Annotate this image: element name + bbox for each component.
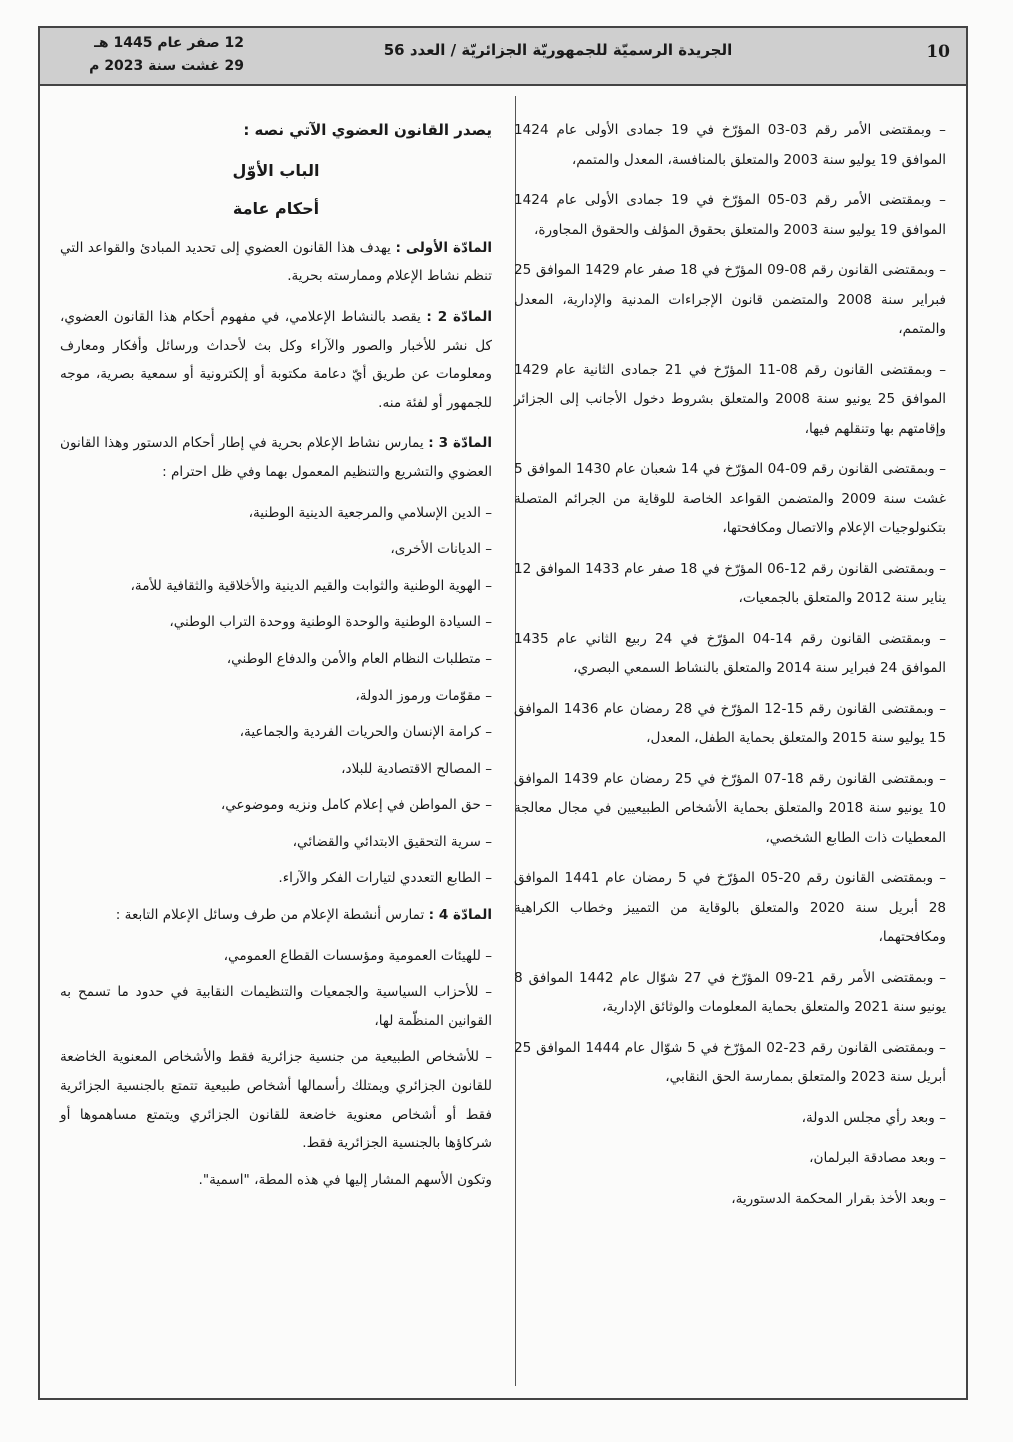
- article-label: المادّة 2 :: [426, 308, 492, 325]
- article-text: يهدف هذا القانون العضوي إلى تحديد المبادئ والقواعد التي تنظم نشاط الإعلام وممارسته بحرية.: [60, 239, 492, 285]
- closing-paragraph: وتكون الأسهم المشار إليها في هذه المطة، "اسمية".: [198, 1171, 492, 1188]
- list-item: – الديانات الأخرى،: [390, 541, 492, 558]
- right-column: [514, 116, 946, 1225]
- preamble-paragraph: – وبمقتضى الأمر رقم 03-03 المؤرّخ في 19 جمادى الأولى عام 1424 الموافق 19 يوليو سنة 2003 والمتعلق بالمنافسة، المعدل والمتمم،: [514, 122, 946, 168]
- gazette-title: الجريدة الرسميّة للجمهوريّة الجزائريّة / العدد 56: [383, 41, 733, 59]
- chapter-title: أحكام عامة: [232, 199, 320, 219]
- article-text: يقصد بالنشاط الإعلامي، في مفهوم أحكام هذا القانون العضوي، كل نشر للأخبار والصور والآراء وكل بث لأحداث ورسائل وأفكار ومعارف ومعلومات عن طريق أيّ دعامة مكتوبة أو إلكترونية أو سمعية بصرية، موجه للجمهور أو لفئة منه.: [60, 308, 492, 411]
- preamble-paragraph: – وبمقتضى القانون رقم 08-11 المؤرّخ في 21 جمادى الثانية عام 1429 الموافق 25 يونيو سنة 2008 والمتعلق بشروط دخول الأجانب إلى الجزائر وإقامتهم بها وتنقلهم فيها،: [514, 361, 946, 437]
- list-item: – الطابع التعددي لتيارات الفكر والآراء.: [278, 870, 492, 887]
- article-2: [60, 303, 492, 417]
- preamble-paragraph: – وبعد رأي مجلس الدولة،: [801, 1109, 946, 1126]
- list-item: – متطلبات النظام العام والأمن والدفاع الوطني،: [226, 650, 492, 667]
- list-item: – للهيئات العمومية ومؤسسات القطاع العمومي،: [223, 947, 492, 964]
- preamble-paragraph: – وبمقتضى القانون رقم 12-06 المؤرّخ في 18 صفر عام 1433 الموافق 12 يناير سنة 2012 والمتعلق بالجمعيات،: [514, 560, 946, 606]
- preamble-paragraph: – وبمقتضى القانون رقم 08-09 المؤرّخ في 18 صفر عام 1429 الموافق 25 فبراير سنة 2008 والمتضمن قانون الإجراءات المدنية والإدارية، المعدل والمتمم،: [514, 262, 946, 337]
- preamble-paragraph: – وبمقتضى القانون رقم 23-02 المؤرّخ في 5 شوّال عام 1444 الموافق 25 أبريل سنة 2023 والمتعلق بممارسة الحق النقابي،: [514, 1039, 946, 1085]
- page-frame: [38, 26, 968, 1400]
- preamble-paragraph: – وبعد الأخذ بقرار المحكمة الدستورية،: [731, 1190, 946, 1207]
- preamble-paragraph: – وبمقتضى القانون رقم 09-04 المؤرّخ في 14 شعبان عام 1430 الموافق 5 غشت سنة 2009 والمتضمن القواعد الخاصة للوقاية من الجرائم المتصلة بتكنولوجيات الإعلام والاتصال ومكافحتها،: [514, 461, 947, 536]
- chapter-heading: الباب الأوّل: [232, 160, 320, 180]
- article-text: يمارس نشاط الإعلام بحرية في إطار أحكام الدستور وهذا القانون العضوي والتشريع والتنظيم المعمول بهما وفي ظل احترام :: [60, 435, 492, 480]
- preamble-paragraph: – وبمقتضى القانون رقم 18-07 المؤرّخ في 25 رمضان عام 1439 الموافق 10 يونيو سنة 2018 والمتعلق بحماية الأشخاص الطبيعيين في مجال معالجة المعطيات ذات الطابع الشخصي،: [514, 770, 946, 846]
- preamble-paragraph: – وبعد مصادقة البرلمان،: [809, 1150, 946, 1166]
- list-item: – الهوية الوطنية والثوابت والقيم الدينية والأخلاقية والثقافية للأمة،: [130, 577, 492, 594]
- gazette-header: [40, 28, 966, 86]
- preamble-paragraph: – وبمقتضى القانون رقم 20-05 المؤرّخ في 5 رمضان عام 1441 الموافق 28 أبريل سنة 2020 والمتعلق بالوقاية من التمييز وخطاب الكراهية ومكافحتهما،: [514, 870, 946, 945]
- issue-date: [54, 32, 244, 78]
- article-label: المادّة 3 :: [428, 435, 493, 452]
- date-hijri: 12 صفر عام 1445 هـ: [94, 35, 244, 51]
- preamble-paragraph: – وبمقتضى الأمر رقم 03-05 المؤرّخ في 19 جمادى الأولى عام 1424 الموافق 19 يوليو سنة 2003 والمتعلق بحقوق المؤلف والحقوق المجاورة،: [514, 192, 946, 238]
- article-text: تمارس أنشطة الإعلام من طرف وسائل الإعلام التابعة :: [115, 907, 425, 924]
- list-item: – للأحزاب السياسية والجمعيات والتنظيمات النقابية في حدود ما تسمح به القوانين المنظّمة لها،: [60, 984, 492, 1029]
- enactment-intro: يصدر القانون العضوي الآتي نصه :: [243, 121, 492, 139]
- article-label: المادّة 4 :: [428, 907, 492, 924]
- list-item: – مقوّمات ورموز الدولة،: [355, 687, 492, 704]
- left-column: [60, 116, 492, 1206]
- page-number: 10: [926, 42, 950, 62]
- list-item: – كرامة الإنسان والحريات الفردية والجماعية،: [239, 724, 492, 741]
- preamble-paragraph: – وبمقتضى الأمر رقم 21-09 المؤرّخ في 27 شوّال عام 1442 الموافق 8 يونيو سنة 2021 والمتعلق بحماية المعلومات والوثائق الإدارية،: [514, 969, 946, 1015]
- article-3: [60, 429, 492, 486]
- preamble-paragraph: – وبمقتضى القانون رقم 14-04 المؤرّخ في 24 ربيع الثاني عام 1435 الموافق 24 فبراير سنة 2014 والمتعلق بالنشاط السمعي البصري،: [514, 630, 946, 676]
- preamble-paragraph: – وبمقتضى القانون رقم 15-12 المؤرّخ في 28 رمضان عام 1436 الموافق 15 يوليو سنة 2015 والمتعلق بحماية الطفل، المعدل،: [514, 700, 946, 746]
- list-item: – المصالح الاقتصادية للبلاد،: [341, 760, 492, 777]
- date-gregorian: 29 غشت سنة 2023 م: [89, 58, 244, 74]
- list-item: – السيادة الوطنية والوحدة الوطنية ووحدة التراب الوطني،: [169, 614, 492, 631]
- article-1: [60, 234, 492, 291]
- list-item: – للأشخاص الطبيعية من جنسية جزائرية فقط والأشخاص المعنوية الخاضعة للقانون الجزائري ويمتلك رأسمالها أشخاص طبيعية تتمتع بالجنسية الجزائرية فقط أو أشخاص معنوية خاضعة للقانون الجزائري ويتمتع مساهموها أو شركاؤها بالجنسية الجزائرية فقط.: [60, 1049, 492, 1152]
- article-label: المادّة الأولى :: [395, 239, 492, 256]
- article-4: [60, 901, 492, 930]
- list-item: – الدين الإسلامي والمرجعية الدينية الوطنية،: [248, 504, 492, 521]
- list-item: – حق المواطن في إعلام كامل ونزيه وموضوعي،: [220, 797, 492, 814]
- list-item: – سرية التحقيق الابتدائي والقضائي،: [292, 833, 492, 850]
